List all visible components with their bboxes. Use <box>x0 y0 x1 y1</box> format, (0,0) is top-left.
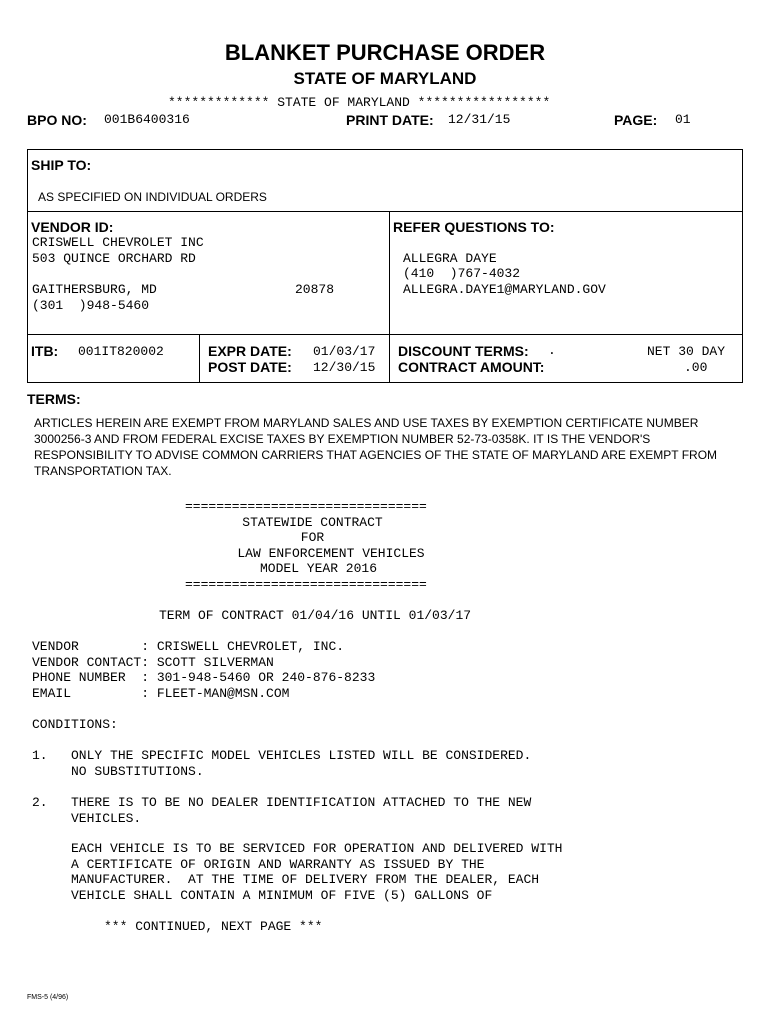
bpo-number-label: BPO NO: <box>27 112 87 128</box>
discount-terms-mark: . <box>548 343 556 358</box>
refer-name: ALLEGRA DAYE <box>403 251 497 266</box>
page-value: 01 <box>675 112 691 127</box>
itb-separator <box>199 334 200 383</box>
contract-amount-value: .00 <box>684 360 708 375</box>
conditions-label: CONDITIONS: <box>32 717 118 732</box>
condition-1: 1. ONLY THE SPECIFIC MODEL VEHICLES LISTED WILL BE CONSIDERED. NO SUBSTITUTIONS. <box>32 748 532 779</box>
vendor-street: 503 QUINCE ORCHARD RD <box>32 251 196 266</box>
terms-label: TERMS: <box>27 391 81 407</box>
continued-notice: *** CONTINUED, NEXT PAGE *** <box>104 919 323 934</box>
vendor-zip: 20878 <box>295 282 335 297</box>
discount-terms-value: NET 30 DAY <box>647 344 726 359</box>
discount-terms-label: DISCOUNT TERMS: <box>398 343 529 359</box>
condition-2: 2. THERE IS TO BE NO DEALER IDENTIFICATION ATTACHED TO THE NEW VEHICLES. <box>32 795 532 826</box>
condition-2-continued: EACH VEHICLE IS TO BE SERVICED FOR OPERATION AND DELIVERED WITH A CERTIFICATE OF ORIGIN AND WARRANTY AS ISSUED BY THE MANUFACTURER. AT THE TIME OF DELIVERY FROM THE DEALER, EACH VEHICLE SHALL CONTAIN A MINIMUM OF FIVE (5) GALLONS OF <box>71 841 563 904</box>
contract-heading-line-2: FOR <box>300 530 325 545</box>
vendor-name: CRISWELL CHEVROLET INC <box>32 235 204 250</box>
contract-heading-line-1: STATEWIDE CONTRACT <box>242 515 383 530</box>
contract-amount-label: CONTRACT AMOUNT: <box>398 359 545 375</box>
print-date-value: 12/31/15 <box>448 112 511 127</box>
vendor-divider <box>27 334 743 335</box>
ship-to-divider <box>27 211 743 212</box>
refer-questions-label: REFER QUESTIONS TO: <box>393 219 555 235</box>
terms-text: ARTICLES HEREIN ARE EXEMPT FROM MARYLAND SALES AND USE TAXES BY EXEMPTION CERTIFICATE NUMBER 3000256-3 AND FROM FEDERAL EXCISE TAXES BY EXEMPTION NUMBER 52-73-0358K. IT IS THE VENDOR'S RESPONSIBILITY TO ADVISE COMMON CARRIERS THAT AGENCIES OF THE STATE OF MARYLAND ARE EXEMPT FROM TRANSPORTATION TAX. <box>34 416 718 478</box>
vendor-refer-separator <box>389 211 390 383</box>
bpo-number-value: 001B6400316 <box>104 112 190 127</box>
contract-rule-top: =============================== <box>185 499 427 514</box>
document-subtitle: STATE OF MARYLAND <box>293 69 477 88</box>
vendor-contact-details: VENDOR : CRISWELL CHEVROLET, INC. VENDOR CONTACT: SCOTT SILVERMAN PHONE NUMBER : 301-948-5460 OR 240-876-8233 EMAIL : FLEET-MAN@MSN.COM <box>32 639 376 702</box>
expr-date-value: 01/03/17 <box>313 344 376 359</box>
itb-value: 001IT820002 <box>78 344 164 359</box>
contract-rule-bottom: =============================== <box>185 577 427 592</box>
vendor-phone: (301 )948-5460 <box>32 298 150 313</box>
document-title: BLANKET PURCHASE ORDER <box>224 40 546 65</box>
state-banner: ************* STATE OF MARYLAND ***************** <box>168 95 551 110</box>
itb-label: ITB: <box>31 343 59 359</box>
print-date-label: PRINT DATE: <box>346 112 434 128</box>
post-date-value: 12/30/15 <box>313 360 376 375</box>
refer-email: ALLEGRA.DAYE1@MARYLAND.GOV <box>403 282 606 297</box>
refer-phone: (410 )767-4032 <box>403 266 521 281</box>
ship-to-value: AS SPECIFIED ON INDIVIDUAL ORDERS <box>38 190 267 204</box>
ship-to-label: SHIP TO: <box>31 157 92 173</box>
page-label: PAGE: <box>614 112 658 128</box>
contract-heading-line-3: LAW ENFORCEMENT VEHICLES <box>237 546 425 561</box>
contract-term: TERM OF CONTRACT 01/04/16 UNTIL 01/03/17 <box>159 608 472 623</box>
vendor-id-label: VENDOR ID: <box>31 219 114 235</box>
form-id: FMS-5 (4/96) <box>27 994 69 1001</box>
expr-date-label: EXPR DATE: <box>208 343 292 359</box>
contract-heading-line-4: MODEL YEAR 2016 <box>259 561 378 576</box>
post-date-label: POST DATE: <box>208 359 292 375</box>
vendor-city: GAITHERSBURG, MD <box>32 282 157 297</box>
